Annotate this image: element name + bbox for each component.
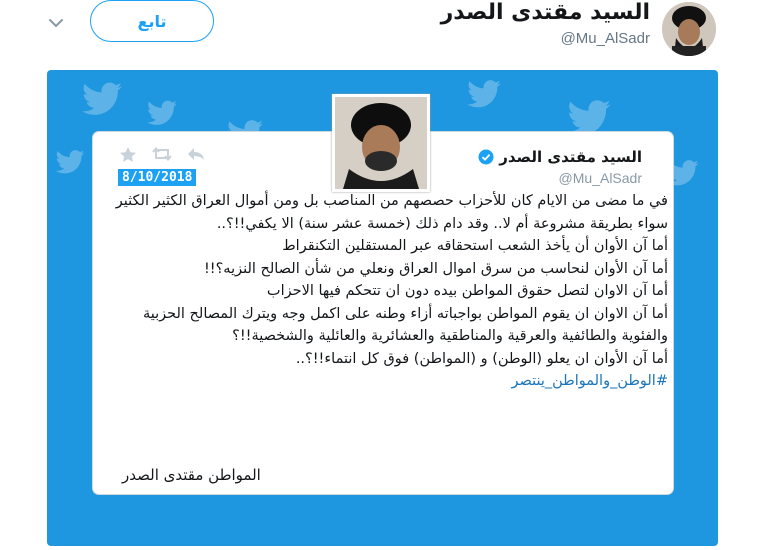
tweet-signature: المواطن مقتدى الصدر — [122, 466, 261, 484]
like-star-icon — [118, 146, 138, 162]
tweet-header — [0, 0, 768, 64]
tweet-line: أما آن الأوان لنحاسب من سرق اموال العراق ونعلي من شأن الصالح النزيه؟!! — [203, 260, 668, 277]
profile-display-name[interactable]: السيد مقتدى الصدر — [440, 0, 650, 25]
tweet-line: في ما مضى من الايام كان للأحزاب حصصهم من المناصب بل ومن أموال العراق الكثير الكثير سواء بطريقة مشروعة أم لا.. وقد دام ذلك (خمسة عشر سنة) الا يكفي!!؟.. — [115, 193, 668, 232]
embedded-tweet-author — [478, 148, 642, 166]
twitter-bird-icon — [567, 100, 611, 136]
portrait-photo-icon — [335, 97, 427, 189]
avatar[interactable] — [662, 2, 716, 56]
tweet-line: أما آن الأوان ان يعلو (الوطن) و (المواطن) فوق كل انتماء!!؟.. — [295, 350, 668, 367]
reply-icon — [186, 146, 206, 162]
embedded-display-name: السيد مقتدى الصدر — [499, 148, 642, 166]
embedded-tweet-photo — [332, 94, 430, 192]
twitter-bird-icon — [467, 80, 501, 108]
avatar-photo-icon — [662, 2, 716, 56]
twitter-bird-icon — [55, 150, 85, 174]
tweet-line: أما آن الاوان لتصل حقوق المواطن بيده دون ان تتحكم فيها الاحزاب — [266, 283, 668, 299]
tweet-body — [106, 190, 668, 393]
twitter-bird-icon — [147, 100, 177, 126]
twitter-bird-icon — [82, 82, 122, 116]
hashtag-link: #الوطن_والمواطن_ينتصر — [511, 373, 668, 389]
tweet-actions — [118, 146, 206, 162]
chevron-down-icon[interactable] — [47, 14, 65, 32]
tweet-date: 8/10/2018 — [118, 169, 196, 186]
retweet-icon — [152, 146, 172, 162]
embedded-handle: @Mu_AlSadr — [558, 170, 642, 186]
tweet-line: أما آن الاوان ان يقوم المواطن بواجباته أزاء وطنه على اكمل وجه ويترك المصالح الحزبية والفئوية والطائفية والعرقية والمناطقية والعشائرية والعائلية والشخصية!!؟ — [142, 305, 668, 344]
follow-button[interactable]: تابع — [90, 0, 214, 42]
tweet-line: أما آن الأوان أن يأخذ الشعب استحقاقه عبر المستقلين التكنقراط — [282, 238, 668, 254]
profile-handle[interactable]: @Mu_AlSadr — [560, 30, 650, 47]
verified-badge-icon — [478, 149, 494, 165]
